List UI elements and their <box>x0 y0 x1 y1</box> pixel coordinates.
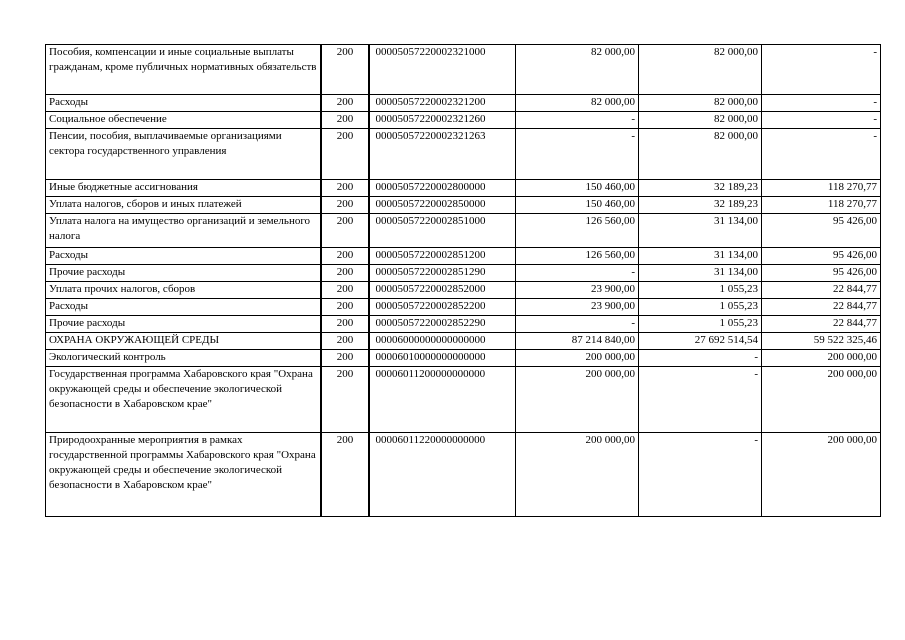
row-approved-cell: - <box>516 129 639 180</box>
row-kbk-cell: 00005057220002321263 <box>369 129 516 180</box>
row-name-cell: Уплата налога на имущество организаций и земельного налога <box>46 214 321 248</box>
row-executed-cell: 82 000,00 <box>639 45 762 95</box>
row-approved-cell: 126 560,00 <box>516 214 639 248</box>
row-kbk-cell: 00005057220002851000 <box>369 214 516 248</box>
row-code-cell: 200 <box>321 265 369 282</box>
row-code-cell: 200 <box>321 112 369 129</box>
row-name-cell: Социальное обеспечение <box>46 112 321 129</box>
row-executed-cell: 31 134,00 <box>639 214 762 248</box>
row-kbk-cell: 00005057220002800000 <box>369 180 516 197</box>
row-approved-cell: 150 460,00 <box>516 197 639 214</box>
row-name-cell: Уплата налогов, сборов и иных платежей <box>46 197 321 214</box>
row-code-cell: 200 <box>321 367 369 433</box>
row-executed-cell: 32 189,23 <box>639 197 762 214</box>
row-executed-cell: 27 692 514,54 <box>639 333 762 350</box>
row-executed-cell: 1 055,23 <box>639 282 762 299</box>
row-name-cell: Пенсии, пособия, выплачиваемые организациями сектора государственного управления <box>46 129 321 180</box>
table-row <box>46 333 881 350</box>
row-kbk-cell: 00005057220002852000 <box>369 282 516 299</box>
row-executed-cell: 1 055,23 <box>639 316 762 333</box>
row-unexecuted-cell: 200 000,00 <box>762 367 881 433</box>
row-kbk-cell: 00005057220002851200 <box>369 248 516 265</box>
row-approved-cell: 150 460,00 <box>516 180 639 197</box>
row-name-cell: Расходы <box>46 248 321 265</box>
row-unexecuted-cell: 200 000,00 <box>762 350 881 367</box>
row-executed-cell: 32 189,23 <box>639 180 762 197</box>
row-name-cell: Экологический контроль <box>46 350 321 367</box>
table-row <box>46 367 881 433</box>
row-kbk-cell: 00005057220002850000 <box>369 197 516 214</box>
row-unexecuted-cell: 95 426,00 <box>762 265 881 282</box>
table-row <box>46 129 881 180</box>
table-row <box>46 214 881 248</box>
budget-execution-table <box>45 44 881 517</box>
row-code-cell: 200 <box>321 95 369 112</box>
row-executed-cell: - <box>639 367 762 433</box>
row-approved-cell: 23 900,00 <box>516 299 639 316</box>
row-unexecuted-cell: - <box>762 129 881 180</box>
row-approved-cell: 126 560,00 <box>516 248 639 265</box>
row-unexecuted-cell: 59 522 325,46 <box>762 333 881 350</box>
row-name-cell: Расходы <box>46 299 321 316</box>
table-row <box>46 299 881 316</box>
row-kbk-cell: 00005057220002851290 <box>369 265 516 282</box>
row-code-cell: 200 <box>321 129 369 180</box>
row-code-cell: 200 <box>321 333 369 350</box>
row-name-cell: Прочие расходы <box>46 265 321 282</box>
table-body <box>46 45 881 517</box>
row-approved-cell: - <box>516 316 639 333</box>
row-name-cell: Уплата прочих налогов, сборов <box>46 282 321 299</box>
row-approved-cell: 82 000,00 <box>516 95 639 112</box>
row-kbk-cell: 00005057220002852200 <box>369 299 516 316</box>
row-code-cell: 200 <box>321 197 369 214</box>
row-unexecuted-cell: 95 426,00 <box>762 214 881 248</box>
table-row <box>46 282 881 299</box>
table-row <box>46 95 881 112</box>
table-row <box>46 433 881 517</box>
row-approved-cell: - <box>516 265 639 282</box>
row-unexecuted-cell: 118 270,77 <box>762 197 881 214</box>
row-code-cell: 200 <box>321 180 369 197</box>
row-executed-cell: - <box>639 350 762 367</box>
row-name-cell: Иные бюджетные ассигнования <box>46 180 321 197</box>
row-unexecuted-cell: 22 844,77 <box>762 299 881 316</box>
row-name-cell: Природоохранные мероприятия в рамках государственной программы Хабаровского края "Охрана окружающей среды и обеспечение экологической безопасности в Хабаровском крае" <box>46 433 321 517</box>
row-kbk-cell: 00006011200000000000 <box>369 367 516 433</box>
table-row <box>46 112 881 129</box>
row-executed-cell: - <box>639 433 762 517</box>
row-approved-cell: 200 000,00 <box>516 350 639 367</box>
row-kbk-cell: 00005057220002852290 <box>369 316 516 333</box>
row-approved-cell: - <box>516 112 639 129</box>
row-unexecuted-cell: 22 844,77 <box>762 282 881 299</box>
row-kbk-cell: 00006011220000000000 <box>369 433 516 517</box>
row-code-cell: 200 <box>321 214 369 248</box>
table-row <box>46 265 881 282</box>
row-approved-cell: 23 900,00 <box>516 282 639 299</box>
row-approved-cell: 82 000,00 <box>516 45 639 95</box>
row-code-cell: 200 <box>321 299 369 316</box>
row-approved-cell: 200 000,00 <box>516 367 639 433</box>
row-approved-cell: 200 000,00 <box>516 433 639 517</box>
row-unexecuted-cell: 95 426,00 <box>762 248 881 265</box>
row-unexecuted-cell: - <box>762 95 881 112</box>
row-code-cell: 200 <box>321 45 369 95</box>
row-name-cell: Пособия, компенсации и иные социальные выплаты гражданам, кроме публичных нормативных обязательств <box>46 45 321 95</box>
row-code-cell: 200 <box>321 316 369 333</box>
row-kbk-cell: 00005057220002321200 <box>369 95 516 112</box>
row-executed-cell: 31 134,00 <box>639 265 762 282</box>
table-row <box>46 180 881 197</box>
row-kbk-cell: 00006010000000000000 <box>369 350 516 367</box>
table-row <box>46 350 881 367</box>
row-unexecuted-cell: 200 000,00 <box>762 433 881 517</box>
row-kbk-cell: 00005057220002321260 <box>369 112 516 129</box>
row-name-cell: Государственная программа Хабаровского края "Охрана окружающей среды и обеспечение экологической безопасности в Хабаровском крае" <box>46 367 321 433</box>
table-row <box>46 316 881 333</box>
row-approved-cell: 87 214 840,00 <box>516 333 639 350</box>
row-name-cell: ОХРАНА ОКРУЖАЮЩЕЙ СРЕДЫ <box>46 333 321 350</box>
row-unexecuted-cell: - <box>762 112 881 129</box>
row-executed-cell: 82 000,00 <box>639 95 762 112</box>
row-unexecuted-cell: 22 844,77 <box>762 316 881 333</box>
row-unexecuted-cell: - <box>762 45 881 95</box>
row-unexecuted-cell: 118 270,77 <box>762 180 881 197</box>
row-kbk-cell: 00006000000000000000 <box>369 333 516 350</box>
table-row <box>46 248 881 265</box>
row-code-cell: 200 <box>321 282 369 299</box>
row-code-cell: 200 <box>321 248 369 265</box>
row-executed-cell: 1 055,23 <box>639 299 762 316</box>
row-code-cell: 200 <box>321 350 369 367</box>
table-row <box>46 45 881 95</box>
row-executed-cell: 31 134,00 <box>639 248 762 265</box>
row-executed-cell: 82 000,00 <box>639 112 762 129</box>
row-code-cell: 200 <box>321 433 369 517</box>
row-name-cell: Расходы <box>46 95 321 112</box>
table-row <box>46 197 881 214</box>
row-kbk-cell: 00005057220002321000 <box>369 45 516 95</box>
row-executed-cell: 82 000,00 <box>639 129 762 180</box>
row-name-cell: Прочие расходы <box>46 316 321 333</box>
